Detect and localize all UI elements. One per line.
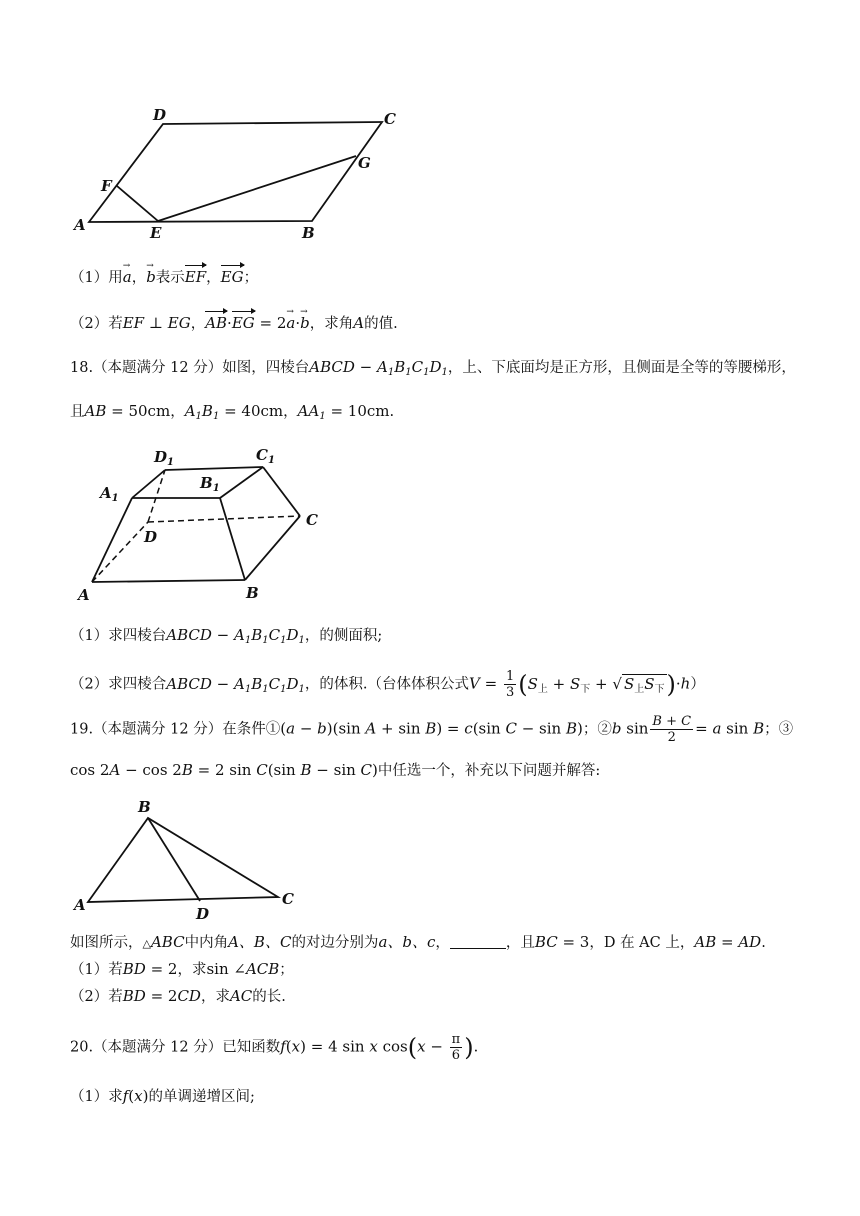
parallelogram-figure xyxy=(70,100,410,245)
parallelogram-abcd xyxy=(89,122,382,222)
label-c: C xyxy=(306,511,318,529)
label-d: D xyxy=(144,528,158,546)
label-d: D xyxy=(196,905,210,920)
q18-heading: 18.（本题满分 12 分）如图，四棱台ABCD − $A_1B_1C_1D_1$，上、下底面均是正方形，且侧面是全等的等腰梯形， xyxy=(70,358,796,378)
label-b: B xyxy=(246,584,259,602)
segment-eg xyxy=(158,156,356,221)
label-d1: $D_1$ xyxy=(154,448,174,468)
label-c: C xyxy=(282,890,294,908)
label-f: F xyxy=(101,177,112,195)
label-a: A xyxy=(74,896,86,914)
q19-heading: 19.（本题满分 12 分）在条件①(a − b)(sin A + sin B) = c(sin C − sin B)；②b sin $\frac{B + C}{2}$ = a sin B；③ xyxy=(70,714,794,745)
q17-part2: （2）若EF ⊥ EG，AB·EG = 2→ a·→ b，求角A的值. xyxy=(70,310,398,334)
q20-part1: （1）求f(x)的单调递增区间; xyxy=(70,1087,255,1105)
label-g: G xyxy=(358,154,371,172)
q18-given: 且AB = 50cm，$A_1B_1 = 40cm$，$AA_1 = 10cm$. xyxy=(70,402,395,422)
label-e: E xyxy=(150,224,162,242)
q19-condition3: cos 2A − cos 2B = 2 sin C(sin B − sin C)中任选一个，补充以下问题并解答: xyxy=(70,761,601,779)
label-c1: $C_1$ xyxy=(256,446,275,466)
label-a: A xyxy=(74,216,86,234)
q19-body: 如图所示，△ABC中内角A、B、C的对边分别为a、b、c， ，且BC = 3，D 在 AC 上，AB = AD. xyxy=(70,933,766,951)
label-b: B xyxy=(302,224,315,242)
q17-part1: （1）用→ a，→ b表示EF，EG； xyxy=(70,264,258,288)
label-a1: $A_1$ xyxy=(100,484,119,504)
frustum-figure xyxy=(70,440,340,610)
label-c: C xyxy=(384,110,396,128)
label-d: D xyxy=(153,106,167,124)
q19-part2: （2）若BD = 2CD，求AC的长. xyxy=(70,987,286,1005)
answer-blank xyxy=(450,934,506,949)
label-b1: $B_1$ xyxy=(200,474,220,494)
triangle-figure xyxy=(70,798,310,920)
label-b: B xyxy=(138,798,151,816)
q18-part2: （2）求四棱合ABCD − $A_1B_1C_1D_1$，的体积.（台体体积公式V = $\frac{1}{3}$ ($S_上 + S_下$ + √ $S_上S_下)\cdot h$） xyxy=(70,669,705,700)
label-a: A xyxy=(78,586,90,604)
q20-heading: 20.（本题满分 12 分）已知函数f(x) = 4 sin x cos(x − $\frac{\pi}{6}$ ). xyxy=(70,1032,479,1063)
q18-part1: （1）求四棱台ABCD − $A_1B_1C_1D_1$，的侧面积; xyxy=(70,626,383,646)
q19-part1: （1）若BD = 2，求sin ∠ACB； xyxy=(70,960,294,978)
segment-ef xyxy=(117,186,158,221)
